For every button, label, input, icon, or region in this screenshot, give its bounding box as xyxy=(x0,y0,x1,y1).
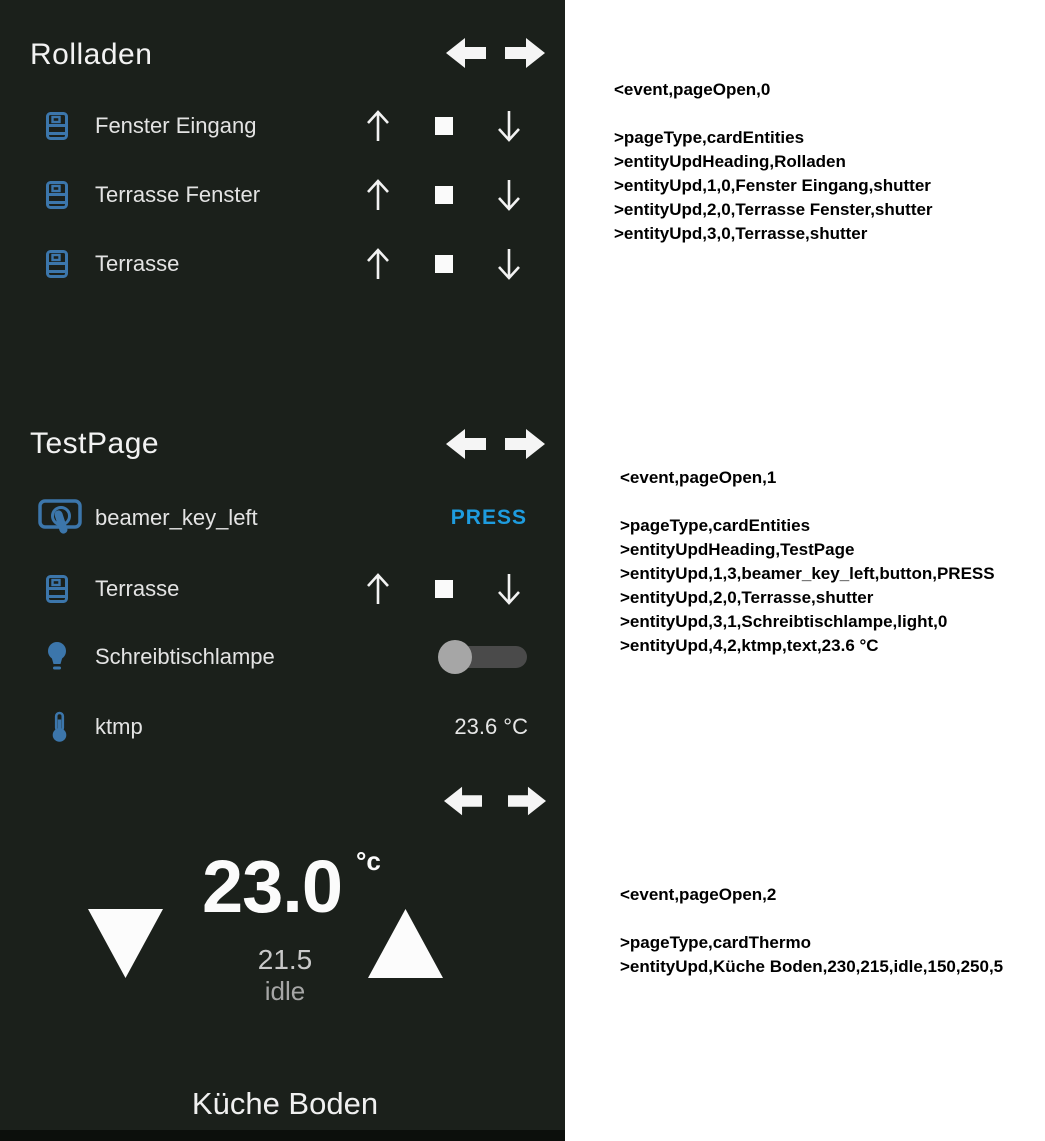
protocol-line: >entityUpdHeading,Rolladen xyxy=(614,152,846,171)
nav-left-button[interactable] xyxy=(446,38,486,68)
protocol-line: >entityUpd,3,1,Schreibtischlampe,light,0 xyxy=(620,612,948,631)
shutter-up-button[interactable] xyxy=(365,107,391,145)
gesture-tap-button-icon xyxy=(38,497,82,539)
entity-row-terrasse-fenster xyxy=(0,160,565,230)
protocol-line: >entityUpdHeading,TestPage xyxy=(620,540,855,559)
thermometer-icon xyxy=(52,712,67,743)
protocol-event-line: <event,pageOpen,0 xyxy=(614,80,771,99)
protocol-line: >entityUpd,1,3,beamer_key_left,button,PRESS xyxy=(620,564,995,583)
arrow-left-icon xyxy=(446,429,486,459)
stop-icon xyxy=(435,186,453,204)
panel-bottom-edge xyxy=(0,1130,565,1141)
nav-right-button[interactable] xyxy=(508,786,548,816)
protocol-line: >entityUpd,4,2,ktmp,text,23.6 °C xyxy=(620,636,879,655)
shutter-down-button[interactable] xyxy=(496,245,522,283)
press-button[interactable]: PRESS xyxy=(450,506,527,529)
protocol-line: >pageType,cardEntities xyxy=(620,516,811,535)
entity-label: beamer_key_left xyxy=(95,505,258,530)
protocol-block-page2 xyxy=(620,883,1003,979)
protocol-block-page0 xyxy=(614,78,933,246)
current-temperature: 23.0 xyxy=(202,845,343,928)
card-title-rolladen: Rolladen xyxy=(30,38,153,71)
nav-right-button[interactable] xyxy=(505,38,545,68)
protocol-line: >entityUpd,Küche Boden,230,215,idle,150,250,5 xyxy=(620,957,1004,976)
arrow-right-icon xyxy=(505,38,545,68)
entity-row-beamer-key-left xyxy=(0,483,565,553)
arrow-right-icon xyxy=(505,429,545,459)
protocol-line: >entityUpd,2,0,Terrasse,shutter xyxy=(620,588,874,607)
shutter-icon xyxy=(46,181,68,209)
thermostat-name: Küche Boden xyxy=(191,1086,379,1121)
triangle-down-icon xyxy=(88,909,164,979)
entity-label: Terrasse xyxy=(95,251,180,276)
entity-label: ktmp xyxy=(95,714,143,739)
entity-row-terrasse xyxy=(0,229,565,299)
shutter-stop-button[interactable] xyxy=(435,186,453,204)
shutter-up-button[interactable] xyxy=(365,570,391,608)
target-temperature: 21.5 xyxy=(257,944,313,975)
arrow-right-icon xyxy=(508,786,548,816)
entity-row-ktmp xyxy=(0,692,565,762)
hvac-state: idle xyxy=(264,976,306,1006)
nav-right-button[interactable] xyxy=(505,429,545,459)
shutter-up-button[interactable] xyxy=(365,176,391,214)
shutter-icon xyxy=(46,250,68,278)
protocol-event-line: <event,pageOpen,1 xyxy=(620,468,777,487)
shutter-stop-button[interactable] xyxy=(435,580,453,598)
stop-icon xyxy=(435,255,453,273)
shutter-stop-button[interactable] xyxy=(435,255,453,273)
protocol-event-line: <event,pageOpen,2 xyxy=(620,885,777,904)
arrow-left-icon xyxy=(446,38,486,68)
protocol-line: >entityUpd,3,0,Terrasse,shutter xyxy=(614,224,868,243)
lightbulb-icon xyxy=(46,641,68,673)
shutter-icon xyxy=(46,112,68,140)
entity-row-fenster-eingang xyxy=(0,91,565,161)
protocol-line: >pageType,cardThermo xyxy=(620,933,811,952)
entity-label: Fenster Eingang xyxy=(95,113,257,138)
protocol-line: >entityUpd,1,0,Fenster Eingang,shutter xyxy=(614,176,931,195)
card-title-testpage: TestPage xyxy=(30,427,160,460)
nav-left-button[interactable] xyxy=(446,429,486,459)
entity-label: Terrasse xyxy=(95,576,180,601)
light-toggle[interactable] xyxy=(438,640,528,674)
shutter-down-button[interactable] xyxy=(496,107,522,145)
protocol-block-page1 xyxy=(620,466,995,658)
entity-label: Schreibtischlampe xyxy=(95,644,275,669)
entity-row-schreibtischlampe xyxy=(0,622,565,692)
temp-up-button[interactable] xyxy=(368,909,444,979)
temp-down-button[interactable] xyxy=(88,909,164,979)
triangle-up-icon xyxy=(368,909,444,979)
stop-icon xyxy=(435,117,453,135)
entity-row-terrasse xyxy=(0,554,565,624)
stop-icon xyxy=(435,580,453,598)
shutter-stop-button[interactable] xyxy=(435,117,453,135)
shutter-icon xyxy=(46,575,68,603)
shutter-down-button[interactable] xyxy=(496,570,522,608)
shutter-up-button[interactable] xyxy=(365,245,391,283)
shutter-down-button[interactable] xyxy=(496,176,522,214)
temperature-unit: °c xyxy=(356,846,381,876)
toggle-knob xyxy=(438,640,472,674)
text-entity-value: 23.6 °C xyxy=(454,714,528,739)
nav-left-button[interactable] xyxy=(444,786,484,816)
protocol-line: >entityUpd,2,0,Terrasse Fenster,shutter xyxy=(614,200,933,219)
protocol-line: >pageType,cardEntities xyxy=(614,128,805,147)
arrow-left-icon xyxy=(444,786,484,816)
entity-label: Terrasse Fenster xyxy=(95,182,261,207)
